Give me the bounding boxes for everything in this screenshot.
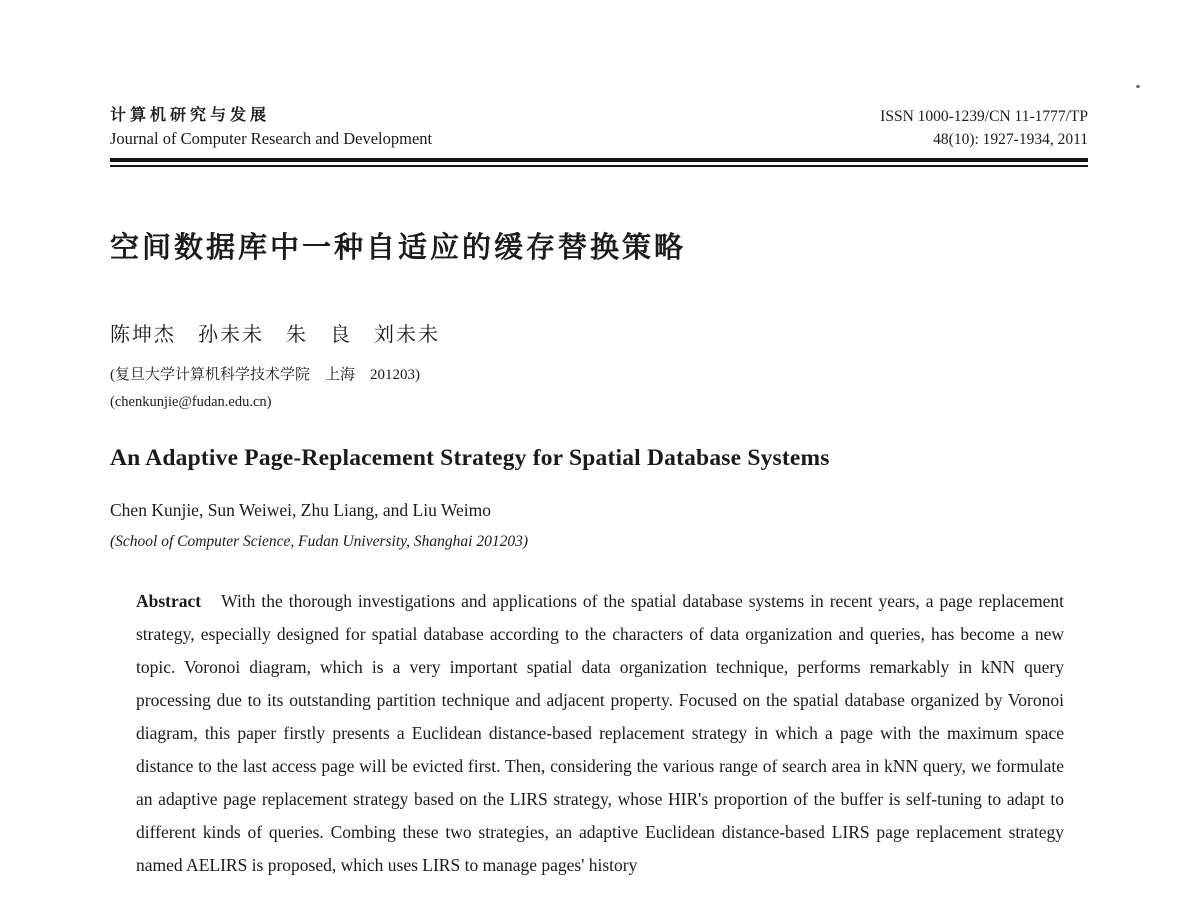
journal-name-english: Journal of Computer Research and Development — [110, 129, 433, 148]
article-title-english: An Adaptive Page-Replacement Strategy for Spatial Database Systems — [110, 445, 830, 471]
affiliation-english: (School of Computer Science, Fudan University, Shanghai 201203) — [110, 533, 529, 550]
article-title-chinese: 空间数据库中一种自适应的缓存替换策略 — [110, 232, 687, 264]
issn-line: ISSN 1000-1239/CN 11-1777/TP — [880, 108, 1088, 125]
journal-header — [110, 105, 1088, 151]
scan-artifact-dot — [1136, 85, 1140, 88]
issue-line: 48(10): 1927-1934, 2011 — [933, 131, 1088, 148]
journal-name-block — [110, 105, 432, 151]
abstract-paragraph — [110, 585, 1088, 882]
journal-issue-block — [880, 105, 1088, 151]
abstract-label: Abstract — [136, 591, 202, 611]
journal-name-chinese: 计算机研究与发展 — [110, 107, 271, 124]
affiliation-chinese: (复旦大学计算机科学技术学院 上海 201203) — [110, 367, 420, 383]
abstract-text: With the thorough investigations and applications of the spatial database systems in recent years, a page replacement strategy, especially designed for spatial database according to the characters of data organization and queries, has become a new topic. Voronoi diagram, which is a very important spatial data organization technique, performs remarkably in kNN query processing due to its outstanding partition technique and adjacent property. Focused on the spatial database organized by Voronoi diagram, this paper firstly presents a Euclidean distance-based replacement strategy in which a page with the maximum space distance to the last access page will be evicted first. Then, considering the various range of search area in kNN query, we formulate an adaptive page replacement strategy based on the LIRS strategy, whose HIR's proportion of the buffer is self-tuning to adapt to different kinds of queries. Combing these two strategies, an adaptive Euclidean distance-based LIRS page replacement strategy named AELIRS is proposed, which uses LIRS to manage pages' history — [136, 591, 1064, 875]
authors-english: Chen Kunjie, Sun Weiwei, Zhu Liang, and Liu Weimo — [110, 500, 491, 520]
authors-chinese: 陈坤杰 孙未未 朱 良 刘未未 — [110, 324, 440, 346]
header-double-rule — [110, 158, 1088, 167]
contact-email: (chenkunjie@fudan.edu.cn) — [110, 394, 272, 410]
